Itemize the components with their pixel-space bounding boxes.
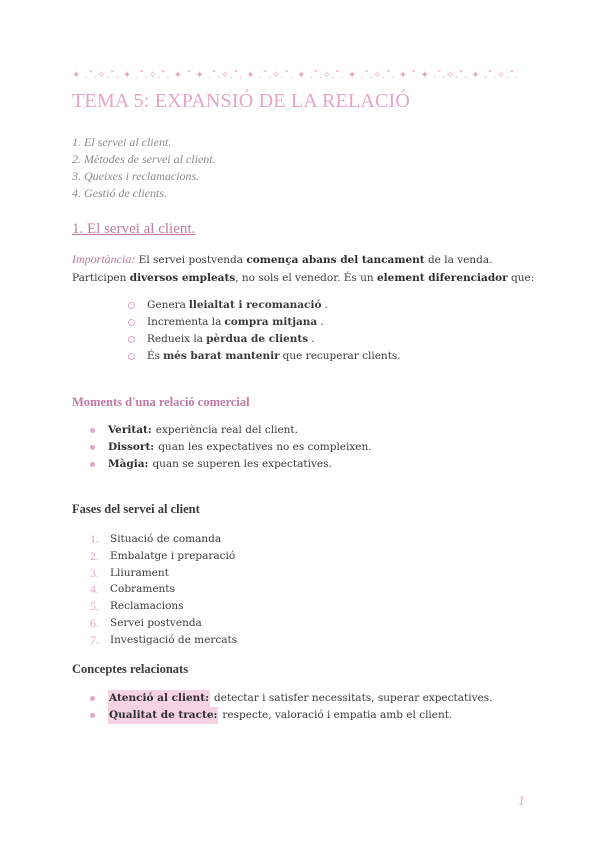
decorative-ornament: ✦ .˚.✧.˚. ✦ .˚.✧.˚. ✦ ˚ ✦ .˚.✧.˚. ✦ .˚.✧.˚. ✦ .˚.✧.˚. ✦ .˚.✧.˚. ✦ ˚ ✦ .˚.✧.˚. ✦ .˚.✧.˚. [72,70,519,81]
dot-bullet-icon [90,445,95,450]
list-item: És més barat mantenir que recuperar clients. [128,348,401,365]
circle-bullet-icon [128,353,135,360]
list-item: Dissort: quan les expectatives no es compleixen. [90,439,372,456]
list-item: 2. Embalatge i preparació [90,548,236,563]
subsection-heading: Conceptes relacionats [72,662,189,676]
list-item: 4. Cobraments [90,582,175,597]
importance-paragraph: Importància: El servei postvenda comença abans del tancament de la venda. Participen diversos empleats, no sols el venedor. És un element diferenciador que: [72,252,535,284]
toc-item: 1. El servei al client. [72,135,172,149]
toc-item: 4. Gestió de clients. [72,186,167,200]
list-item: Qualitat de tracte: respecte, valoració i empatia amb el client. [90,707,492,724]
circle-bullet-icon [128,302,135,309]
subsection-heading: Moments d'una relació comercial [72,395,250,409]
circle-bullet-icon [128,336,135,343]
list-item: 3. Lliurament [90,565,169,580]
page-title: TEMA 5: EXPANSIÓ DE LA RELACIÓ [72,90,411,112]
dot-bullet-icon [90,428,95,433]
highlighted-term: Qualitat de tracte: [108,707,218,724]
list-item: Incrementa la compra mitjana . [128,314,401,331]
list-item: Atenció al client: detectar i satisfer necessitats, superar expectatives. [90,690,492,707]
dot-bullet-icon [90,713,95,718]
subsection-heading: Fases del servei al client [72,502,200,516]
section-heading: 1. El servei al client. [72,221,196,237]
toc-item: 3. Queixes i reclamacions. [72,169,200,183]
moments-list [90,422,372,473]
phases-list [90,531,237,649]
list-item: Genera lleialtat i recomanació . [128,297,401,314]
list-item: 5. Reclamacions [90,599,184,614]
concepts-list [90,690,492,724]
circle-bullet-icon [128,319,135,326]
list-item: Màgia: quan se superen les expectatives. [90,456,372,473]
dot-bullet-icon [90,462,95,467]
list-item: Veritat: experiència real del client. [90,422,372,439]
benefits-list [128,297,401,365]
page-number: 1 [518,794,525,809]
toc-item: 2. Mètodes de servei al client. [72,152,216,166]
table-of-contents [72,134,216,202]
list-item: 6. Servei postvenda [90,615,202,630]
list-item: Redueix la pèrdua de clients . [128,331,401,348]
highlighted-term: Atenció al client: [108,690,210,707]
dot-bullet-icon [90,696,95,701]
keyword-label: Importància: [72,252,136,266]
list-item: 7. Investigació de mercats [90,632,238,647]
list-item: 1. Situació de comanda [90,532,222,546]
